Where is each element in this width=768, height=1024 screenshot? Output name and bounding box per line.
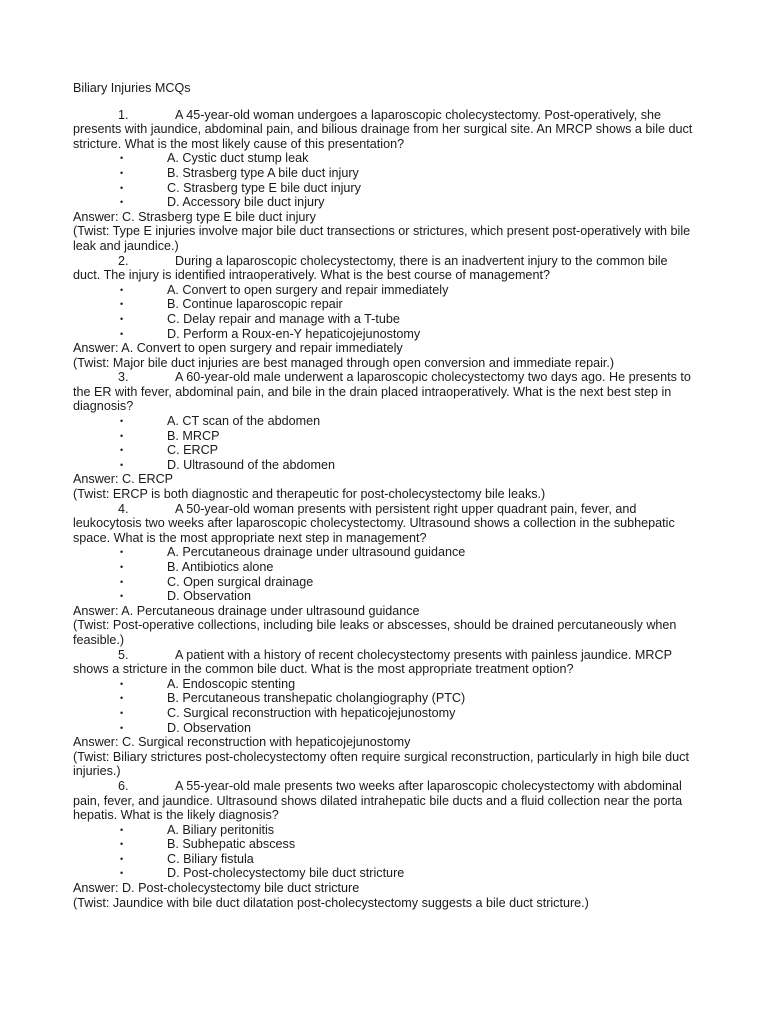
answer-option (73, 151, 697, 166)
option-text: C. Biliary fistula (167, 851, 254, 866)
bullet-icon: • (120, 416, 124, 427)
question-block (73, 370, 697, 501)
answer-option (73, 560, 697, 575)
bullet-icon: • (120, 445, 124, 456)
bullet-icon: • (120, 591, 124, 602)
answer-option (73, 691, 697, 706)
question-text: A 60-year-old male underwent a laparoscopic cholecystectomy two days ago. He presents to the ER with fever, abdominal pain, and bile in the drain placed intraoperatively. What is the next best step in diagnosis? (73, 370, 691, 414)
question-text: A 45-year-old woman undergoes a laparoscopic cholecystectomy. Post-operatively, she presents with jaundice, abdominal pain, and bilious drainage from her surgical site. An MRCP shows a bile duct stricture. What is the most likely cause of this presentation? (73, 107, 693, 151)
question-stem (73, 502, 697, 546)
answer-option (73, 181, 697, 196)
option-text: A. Convert to open surgery and repair immediately (167, 282, 449, 297)
bullet-icon: • (120, 824, 124, 835)
answer-option (73, 312, 697, 327)
question-stem (73, 779, 697, 823)
answer-line: Answer: C. ERCP (73, 472, 174, 487)
question-number: 4. (118, 501, 129, 516)
twist-explanation: (Twist: Post-operative collections, including bile leaks or abscesses, should be drained percutaneously when feasible.) (73, 618, 677, 647)
answer-option (73, 837, 697, 852)
question-number: 3. (118, 370, 129, 385)
answer-option (73, 414, 697, 429)
question-list (73, 108, 697, 911)
bullet-icon: • (120, 678, 124, 689)
bullet-icon: • (120, 182, 124, 193)
option-text: B. Continue laparoscopic repair (167, 297, 343, 312)
bullet-icon: • (120, 868, 124, 879)
bullet-icon: • (120, 707, 124, 718)
answer-option (73, 166, 697, 181)
question-number: 5. (118, 647, 129, 662)
answer-line: Answer: D. Post-cholecystectomy bile duct stricture (73, 881, 360, 896)
answer-option (73, 575, 697, 590)
answer-option (73, 327, 697, 342)
answer-line: Answer: C. Strasberg type E bile duct injury (73, 209, 316, 224)
bullet-icon: • (120, 167, 124, 178)
answer-option (73, 297, 697, 312)
bullet-icon: • (120, 853, 124, 864)
question-block (73, 648, 697, 779)
question-number: 1. (118, 107, 129, 122)
question-block (73, 108, 697, 254)
question-block (73, 254, 697, 371)
answer-option (73, 706, 697, 721)
answer-option (73, 458, 697, 473)
answer-line: Answer: A. Convert to open surgery and repair immediately (73, 341, 403, 356)
question-stem (73, 108, 697, 152)
option-text: D. Observation (167, 720, 251, 735)
answer-option (73, 589, 697, 604)
question-stem (73, 370, 697, 414)
twist-explanation: (Twist: ERCP is both diagnostic and therapeutic for post-cholecystectomy bile leaks.) (73, 487, 546, 502)
option-text: B. Antibiotics alone (167, 560, 274, 574)
option-text: C. Strasberg type E bile duct injury (167, 180, 361, 195)
twist-explanation: (Twist: Jaundice with bile duct dilatation post-cholecystectomy suggests a bile duct stricture.) (73, 895, 589, 910)
question-block (73, 779, 697, 910)
document-page (73, 81, 697, 910)
twist-explanation: (Twist: Major bile duct injuries are best managed through open conversion and immediate repair.) (73, 355, 615, 370)
twist-explanation: (Twist: Biliary strictures post-cholecystectomy often require surgical reconstruction, particularly in high bile duct injuries.) (73, 749, 689, 779)
bullet-icon: • (120, 284, 124, 295)
option-text: A. Biliary peritonitis (167, 822, 275, 837)
bullet-icon: • (120, 459, 124, 470)
question-text: A 50-year-old woman presents with persistent right upper quadrant pain, fever, and leukocytosis two weeks after laparoscopic cholecystectomy. Ultrasound shows a collection in the subhepatic space. What is the most appropriate next step in management? (73, 501, 675, 545)
bullet-icon: • (120, 562, 124, 572)
answer-option (73, 429, 697, 444)
question-number: 2. (118, 253, 129, 268)
option-text: B. MRCP (167, 428, 220, 443)
option-text: D. Observation (167, 589, 251, 604)
option-text: D. Ultrasound of the abdomen (167, 457, 336, 472)
bullet-icon: • (120, 576, 124, 587)
answer-option (73, 195, 697, 210)
option-text: C. Delay repair and manage with a T-tube (167, 311, 400, 326)
option-text: C. Open surgical drainage (167, 574, 314, 589)
bullet-icon: • (120, 153, 124, 164)
option-text: C. ERCP (167, 443, 219, 458)
answer-option (73, 677, 697, 692)
question-stem (73, 648, 697, 677)
answer-option (73, 721, 697, 736)
question-text: A 55-year-old male presents two weeks after laparoscopic cholecystectomy with abdominal pain, fever, and jaundice. Ultrasound shows dilated intrahepatic bile ducts and a fluid collection near the porta hepatis. What is the likely diagnosis? (73, 778, 683, 823)
answer-line: Answer: A. Percutaneous drainage under ultrasound guidance (73, 603, 420, 618)
option-text: D. Accessory bile duct injury (167, 195, 325, 210)
option-text: B. Strasberg type A bile duct injury (167, 165, 359, 180)
option-text: D. Post-cholecystectomy bile duct stricture (167, 866, 405, 881)
option-text: A. Percutaneous drainage under ultrasound guidance (167, 545, 466, 560)
answer-option (73, 866, 697, 881)
answer-option (73, 283, 697, 298)
question-text: A patient with a history of recent cholecystectomy presents with painless jaundice. MRCP shows a stricture in the common bile duct. What is the most appropriate treatment option? (73, 647, 672, 677)
bullet-icon: • (120, 839, 124, 850)
answer-option (73, 823, 697, 838)
answer-option (73, 852, 697, 867)
answer-line: Answer: C. Surgical reconstruction with hepaticojejunostomy (73, 735, 411, 750)
bullet-icon: • (120, 693, 124, 704)
question-stem (73, 254, 697, 283)
option-text: A. Endoscopic stenting (167, 676, 296, 691)
bullet-icon: • (120, 328, 124, 339)
answer-option (73, 443, 697, 458)
bullet-icon: • (120, 197, 124, 208)
document-title: Biliary Injuries MCQs (73, 81, 191, 95)
bullet-icon: • (120, 722, 124, 733)
option-text: B. Subhepatic abscess (167, 837, 296, 852)
option-text: A. Cystic duct stump leak (167, 151, 309, 166)
option-text: C. Surgical reconstruction with hepaticojejunostomy (167, 705, 456, 720)
bullet-icon: • (120, 430, 124, 441)
question-text: During a laparoscopic cholecystectomy, there is an inadvertent injury to the common bile duct. The injury is identified intraoperatively. What is the best course of management? (73, 253, 668, 283)
option-text: D. Perform a Roux-en-Y hepaticojejunostomy (167, 326, 421, 341)
bullet-icon: • (120, 313, 124, 324)
answer-option (73, 545, 697, 560)
bullet-icon: • (120, 547, 124, 558)
bullet-icon: • (120, 299, 124, 310)
option-text: B. Percutaneous transhepatic cholangiography (PTC) (167, 691, 466, 706)
question-number: 6. (118, 778, 129, 793)
option-text: A. CT scan of the abdomen (167, 414, 321, 429)
twist-explanation: (Twist: Type E injuries involve major bile duct transections or strictures, which present post-operatively with bile leak and jaundice.) (73, 224, 691, 253)
question-block (73, 502, 697, 648)
